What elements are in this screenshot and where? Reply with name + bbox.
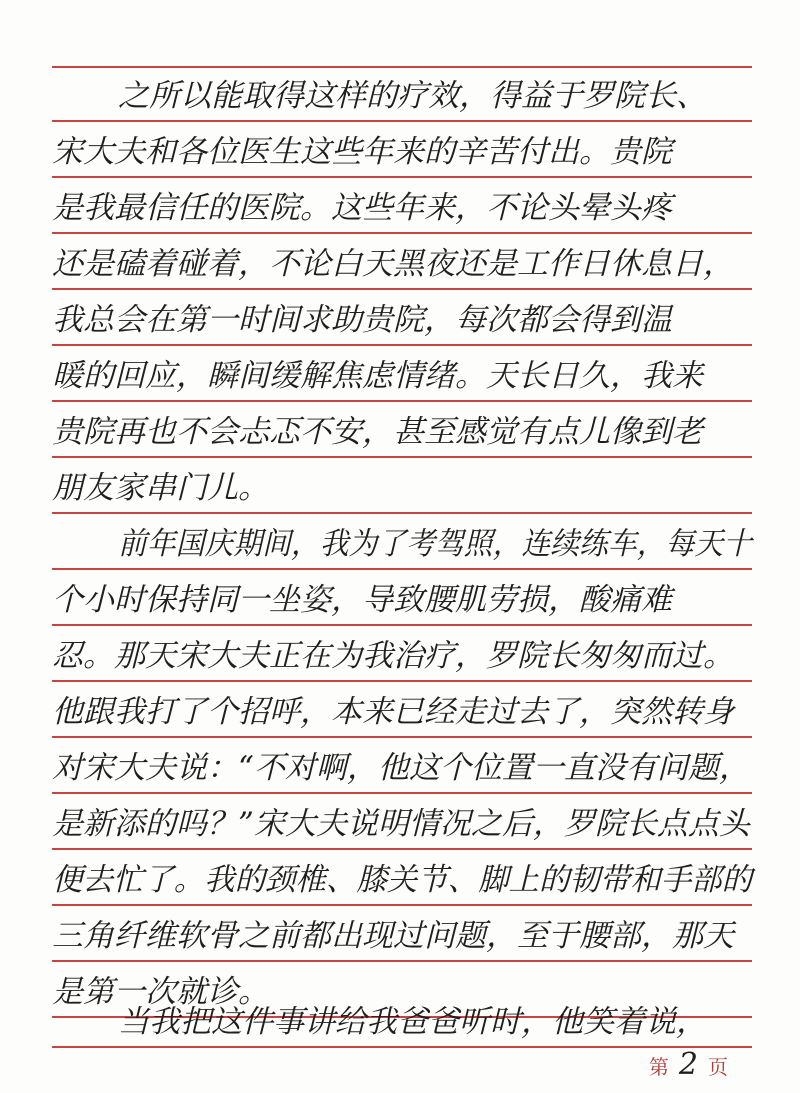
text-line: 是我最信任的医院。这些年来，不论头晕头疼 xyxy=(52,190,672,226)
page-suffix: 页 xyxy=(708,1057,728,1079)
ruled-line xyxy=(52,794,752,850)
page-prefix: 第 xyxy=(648,1057,669,1079)
text-line: 宋大夫和各位医生这些年来的辛苦付出。贵院 xyxy=(52,134,672,170)
text-line: 忍。那天宋大夫正在为我治疗，罗院长匆匆而过。 xyxy=(52,638,734,674)
text-line: 前年国庆期间，我为了考驾照，连续练车，每天十 xyxy=(118,526,752,562)
text-line: 便去忙了。我的颈椎、膝关节、脚上的韧带和手部的 xyxy=(52,862,753,898)
ruled-line xyxy=(52,234,752,290)
text-line: 个小时保持同一坐姿，导致腰肌劳损，酸痛难 xyxy=(52,582,672,618)
text-line: 之所以能取得这样的疗效，得益于罗院长、 xyxy=(118,78,707,114)
ruled-line xyxy=(52,570,752,626)
ruled-line xyxy=(52,290,752,346)
ruled-line xyxy=(52,682,752,738)
text-line: 还是磕着碰着，不论白天黑夜还是工作日休息日， xyxy=(52,246,734,282)
ruled-line xyxy=(52,66,752,122)
text-line: 暖的回应，瞬间缓解焦虑情绪。天长日久，我来 xyxy=(52,358,703,394)
ruled-line xyxy=(52,850,752,906)
text-line: 他跟我打了个招呼，本来已经走过去了，突然转身 xyxy=(52,694,734,730)
text-line: 对宋大夫说：“不对啊，他这个位置一直没有问题， xyxy=(52,750,750,786)
ruled-line xyxy=(52,346,752,402)
ruled-line xyxy=(52,458,752,514)
ruled-line xyxy=(52,1000,752,1048)
text-line: 是第一次就诊。 xyxy=(52,974,269,1010)
text-line: 是新添的吗？”宋大夫说明情况之后，罗院长点点头 xyxy=(52,806,750,842)
page-number: 2 xyxy=(678,1047,698,1082)
text-line: 三角纤维软骨之前都出现过问题，至于腰部，那天 xyxy=(52,918,734,954)
ruled-line xyxy=(52,122,752,178)
page-number-footer xyxy=(649,1047,728,1082)
ruled-line xyxy=(52,402,752,458)
ruled-line xyxy=(52,626,752,682)
ruled-line xyxy=(52,178,752,234)
text-line: 贵院再也不会忐忑不安，甚至感觉有点儿像到老 xyxy=(52,414,703,450)
text-line: 我总会在第一时间求助贵院，每次都会得到温 xyxy=(52,302,672,338)
ruled-line xyxy=(52,738,752,794)
ruled-line xyxy=(52,906,752,962)
ruled-line xyxy=(52,514,752,570)
text-line: 朋友家串门儿。 xyxy=(52,470,269,506)
text-line: 当我把这件事讲给我爸爸听时，他笑着说， xyxy=(118,1004,707,1040)
